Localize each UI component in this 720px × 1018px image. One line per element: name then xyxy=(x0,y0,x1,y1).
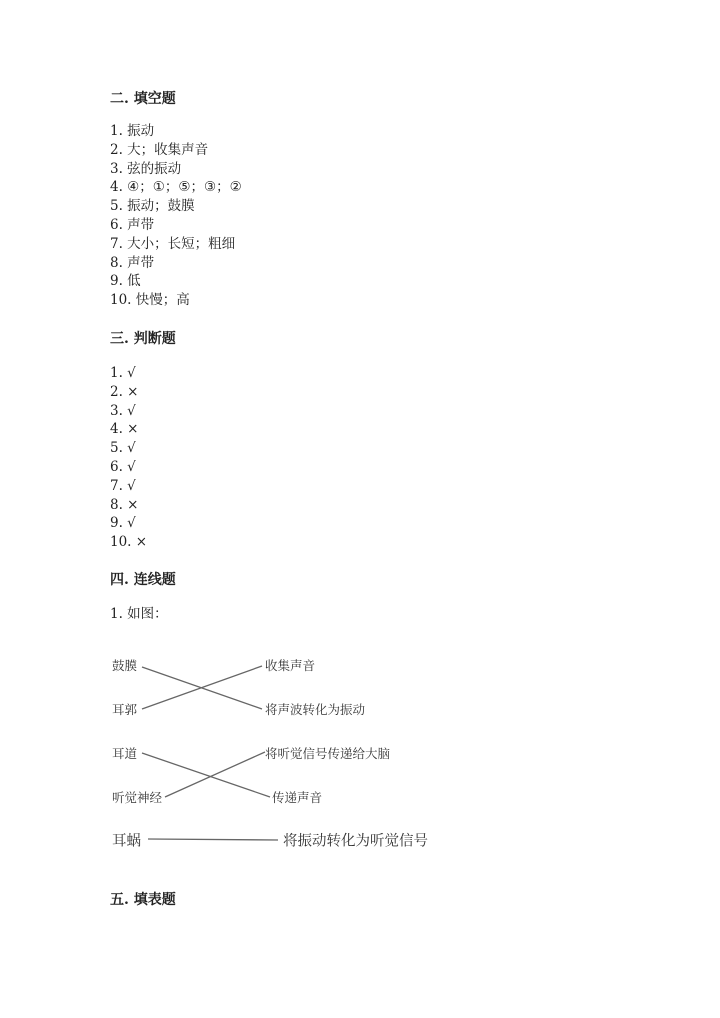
match-line xyxy=(148,839,278,840)
answer-item: 1. 振动 xyxy=(110,123,155,139)
answer-item: 4. ④；①；⑤；③；② xyxy=(110,179,242,196)
left-label: 耳郭 xyxy=(112,702,138,717)
section-title-matching: 四. 连线题 xyxy=(110,572,176,588)
section-title-judge: 三. 判断题 xyxy=(110,331,176,347)
answer-item: 2. × xyxy=(110,383,139,400)
answer-item: 6. √ xyxy=(110,459,136,475)
answer-item: 10. × xyxy=(110,534,148,551)
right-label: 将声波转化为振动 xyxy=(265,702,366,717)
answer-item: 7. √ xyxy=(110,477,136,494)
section-title-table: 五. 填表题 xyxy=(110,892,176,908)
answer-item: 1. √ xyxy=(110,365,136,381)
answer-item: 5. 振动；鼓膜 xyxy=(110,198,195,215)
answer-item: 5. √ xyxy=(110,440,136,457)
left-label: 听觉神经 xyxy=(112,790,163,805)
left-label: 耳道 xyxy=(112,746,138,761)
answer-item: 6. 声带 xyxy=(110,217,155,233)
left-label: 耳蜗 xyxy=(112,833,141,850)
answer-item: 8. × xyxy=(110,496,139,513)
answer-item: 3. √ xyxy=(110,402,136,419)
left-label: 鼓膜 xyxy=(112,658,138,673)
answer-item: 9. √ xyxy=(110,515,136,532)
right-label: 将振动转化为听觉信号 xyxy=(283,833,428,850)
answer-item: 3. 弦的振动 xyxy=(110,160,182,177)
right-label: 收集声音 xyxy=(265,658,316,673)
answer-item: 4. × xyxy=(110,421,139,438)
answer-item: 8. 声带 xyxy=(110,254,155,271)
section-title-fill-blank: 二. 填空题 xyxy=(110,91,176,107)
answer-item: 7. 大小；长短；粗细 xyxy=(110,235,236,252)
answer-item: 9. 低 xyxy=(110,273,141,290)
right-label: 传递声音 xyxy=(272,790,323,805)
matching-item: 1. 如图： xyxy=(110,606,168,622)
right-label: 将听觉信号传递给大脑 xyxy=(265,746,391,761)
answer-item: 2. 大；收集声音 xyxy=(110,141,209,158)
answer-item: 10. 快慢；高 xyxy=(110,292,190,309)
